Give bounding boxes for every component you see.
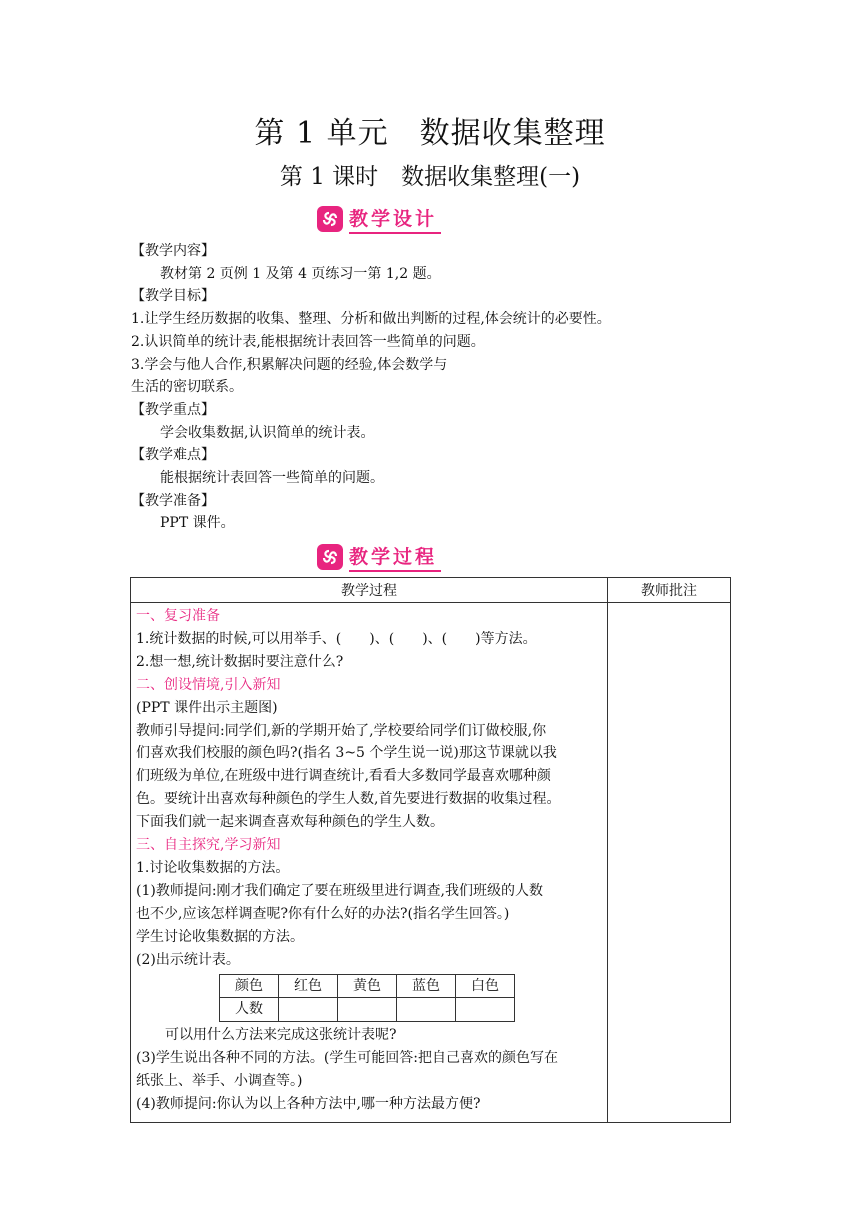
process-table bbox=[130, 577, 731, 1123]
process-line: 们喜欢我们校服的颜色吗?(指名 3~5 个学生说一说)那这节课就以我 bbox=[136, 745, 557, 762]
section-explore: 三、自主探究,学习新知 bbox=[136, 837, 281, 854]
design-section bbox=[131, 240, 691, 535]
stat-row-label: 人数 bbox=[220, 998, 279, 1022]
goal-3a: 3.学会与他人合作,积累解决问题的经验,体会数学与 bbox=[131, 356, 448, 373]
prep-text: PPT 课件。 bbox=[160, 515, 235, 532]
key-heading: 【教学重点】 bbox=[131, 401, 215, 418]
process-line: (3)学生说出各种不同的方法。(学生可能回答:把自己喜欢的颜色写在 bbox=[136, 1050, 559, 1067]
process-cell bbox=[131, 603, 608, 1123]
stat-header: 蓝色 bbox=[397, 974, 456, 998]
process-line: (2)出示统计表。 bbox=[136, 951, 240, 968]
stat-header: 白色 bbox=[456, 974, 515, 998]
stat-cell bbox=[397, 998, 456, 1022]
process-column-header: 教学过程 bbox=[131, 578, 608, 603]
lesson-title: 第 1 课时 数据收集整理(一) bbox=[279, 164, 581, 190]
process-line: 可以用什么方法来完成这张统计表呢? bbox=[165, 1027, 397, 1044]
process-line: (4)教师提问:你认为以上各种方法中,哪一种方法最方便? bbox=[136, 1096, 481, 1113]
swirl-logo-icon bbox=[317, 544, 343, 570]
section-review: 一、复习准备 bbox=[136, 608, 220, 624]
stat-header: 红色 bbox=[279, 974, 338, 998]
process-line: (PPT 课件出示主题图) bbox=[136, 699, 278, 716]
difficulty-text: 能根据统计表回答一些简单的问题。 bbox=[160, 470, 384, 487]
process-line: 们班级为单位,在班级中进行调查统计,看看大多数同学最喜欢哪种颜 bbox=[136, 768, 551, 785]
process-line: 纸张上、举手、小调查等。) bbox=[136, 1073, 303, 1090]
process-line: 教师引导提问:同学们,新的学期开始了,学校要给同学们订做校服,你 bbox=[136, 722, 547, 739]
notes-cell bbox=[608, 603, 731, 1123]
process-line: 2.想一想,统计数据时要注意什么? bbox=[136, 653, 344, 670]
color-stat-table bbox=[219, 974, 515, 1023]
process-line: (1)教师提问:刚才我们确定了要在班级里进行调查,我们班级的人数 bbox=[136, 882, 543, 899]
process-line: 也不少,应该怎样调查呢?你有什么好的办法?(指名学生回答。) bbox=[136, 905, 510, 922]
content-text: 教材第 2 页例 1 及第 4 页练习一第 1,2 题。 bbox=[160, 265, 441, 282]
process-line: 1.讨论收集数据的方法。 bbox=[136, 859, 290, 876]
teaching-process-badge bbox=[317, 540, 441, 574]
goal-1: 1.让学生经历数据的收集、整理、分析和做出判断的过程,体会统计的必要性。 bbox=[131, 311, 611, 328]
goal-2: 2.认识简单的统计表,能根据统计表回答一些简单的问题。 bbox=[131, 333, 485, 350]
stat-cell bbox=[279, 998, 338, 1022]
process-line: 1.统计数据的时候,可以用举手、( )、( )、( )等方法。 bbox=[136, 630, 537, 647]
teaching-design-label: 教学设计 bbox=[349, 204, 441, 234]
process-line: 色。要统计出喜欢每种颜色的学生人数,首先要进行数据的收集过程。 bbox=[136, 791, 561, 808]
key-text: 学会收集数据,认识简单的统计表。 bbox=[160, 424, 375, 441]
process-line: 学生讨论收集数据的方法。 bbox=[136, 928, 304, 945]
stat-header: 黄色 bbox=[338, 974, 397, 998]
unit-title: 第 1 单元 数据收集整理 bbox=[254, 116, 606, 151]
prep-heading: 【教学准备】 bbox=[131, 492, 215, 509]
notes-column-header: 教师批注 bbox=[608, 578, 731, 603]
section-scenario: 二、创设情境,引入新知 bbox=[136, 676, 281, 693]
stat-cell bbox=[456, 998, 515, 1022]
stat-cell bbox=[338, 998, 397, 1022]
goal-3b: 生活的密切联系。 bbox=[131, 379, 243, 396]
goals-heading: 【教学目标】 bbox=[131, 288, 215, 305]
content-heading: 【教学内容】 bbox=[131, 243, 215, 259]
swirl-logo-icon bbox=[317, 206, 343, 232]
difficulty-heading: 【教学难点】 bbox=[131, 447, 215, 464]
process-line: 下面我们就一起来调查喜欢每种颜色的学生人数。 bbox=[136, 814, 444, 831]
teaching-process-label: 教学过程 bbox=[349, 542, 441, 572]
teaching-design-badge bbox=[317, 202, 441, 236]
stat-header: 颜色 bbox=[220, 974, 279, 998]
